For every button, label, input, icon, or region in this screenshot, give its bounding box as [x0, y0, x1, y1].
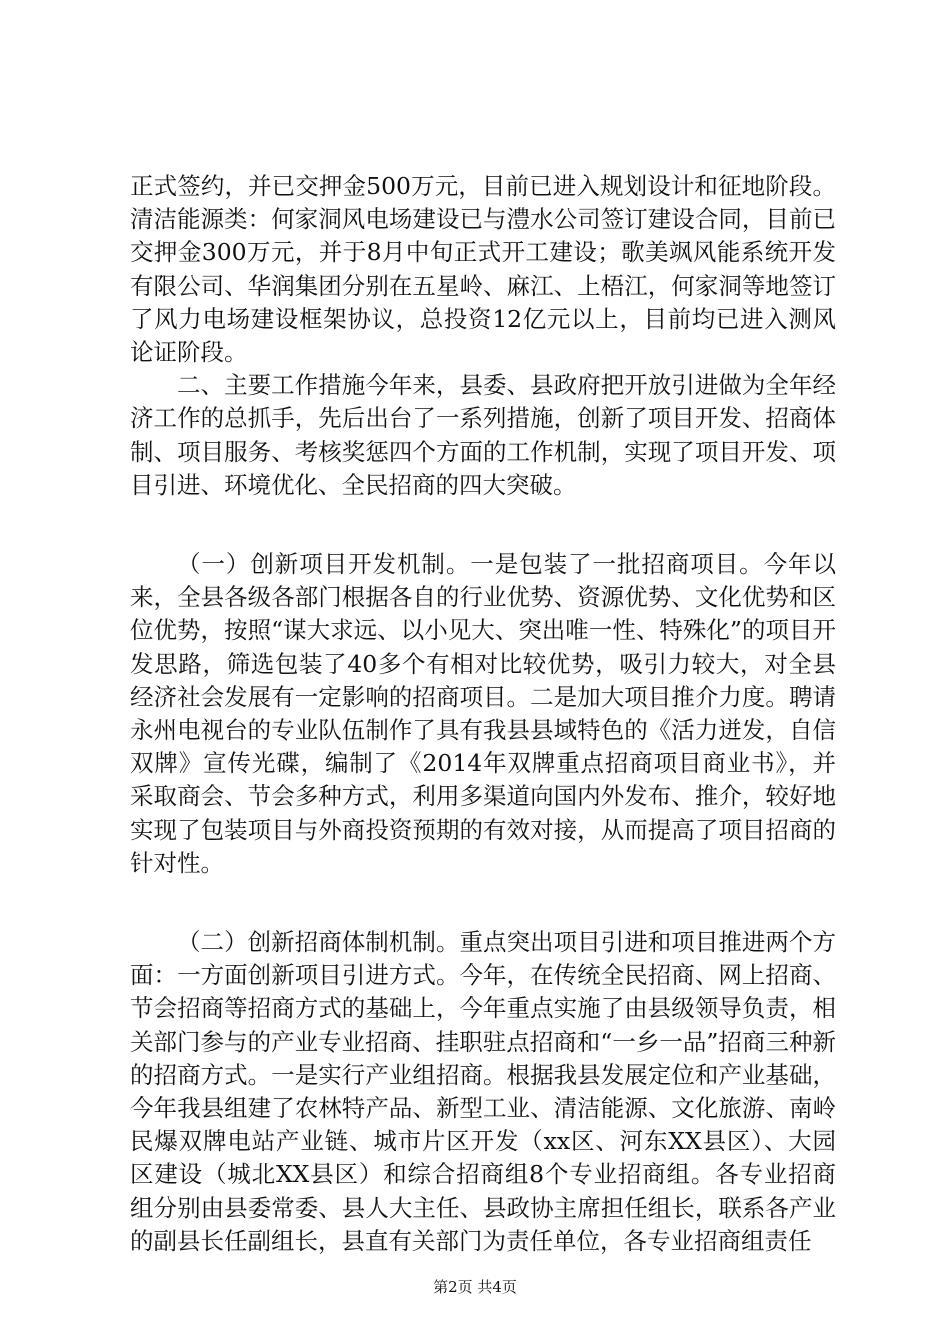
paragraph-project-development: （一）创新项目开发机制。一是包装了一批招商项目。今年以来，全县各级各部门根据各自的行业优势、资源优势、文化优势和区位优势，按照“谋大求远、以小见大、突出唯一性、特殊化”的项目开发思路，筛选包装了40多个有相对比较优势，吸引力较大，对全县经济社会发展有一定影响的招商项目。二是加大项目推介力度。聘请永州电视台的专业队伍制作了具有我县县域特色的《活力迸发，自信双牌》宣传光碟，编制了《2014年双牌重点招商项目商业书》，并采取商会、节会多种方式，利用多渠道向国内外发布、推介，较好地实现了包装项目与外商投资预期的有效对接，从而提高了项目招商的针对性。 — [130, 550, 836, 877]
paragraph-investment-mechanism: （二）创新招商体制机制。重点突出项目引进和项目推进两个方面：一方面创新项目引进方式。今年，在传统全民招商、网上招商、节会招商等招商方式的基础上，今年重点实施了由县级领导负责，相关部门参与的产业专业招商、挂职驻点招商和“一乡一品”招商三种新的招商方式。一是实行产业组招商。根据我县发展定位和产业基础，今年我县组建了农林特产品、新型工业、清洁能源、文化旅游、南岭民爆双牌电站产业链、城市片区开发（xx区、河东XX县区）、大园区建设（城北XX县区）和综合招商组8个专业招商组。各专业招商组分别由县委常委、县人大主任、县政协主席担任组长，联系各产业的副县长任副组长，县直有关部门为责任单位，各专业招商组责任 — [130, 928, 836, 1255]
paragraph-spacer — [130, 502, 836, 548]
document-body — [130, 170, 836, 1258]
page-number-footer: 第2页 共4页 — [433, 1278, 517, 1296]
paragraph-spacer — [130, 880, 836, 926]
paragraph-work-measures: 二、主要工作措施今年来，县委、县政府把开放引进做为全年经济工作的总抓手，先后出台了一系列措施，创新了项目开发、招商体制、项目服务、考核奖惩四个方面的工作机制，实现了项目开发、项目引进、环境优化、全民招商的四大突破。 — [130, 371, 836, 499]
paragraph-continuation: 正式签约，并已交押金500万元，目前已进入规划设计和征地阶段。清洁能源类：何家洞风电场建设已与澧水公司签订建设合同，目前已交押金300万元，并于8月中旬正式开工建设；歌美飒风能系统开发有限公司、华润集团分别在五星岭、麻江、上梧江，何家洞等地签订了风力电场建设框架协议，总投资12亿元以上，目前均已进入测风论证阶段。 — [130, 172, 836, 367]
